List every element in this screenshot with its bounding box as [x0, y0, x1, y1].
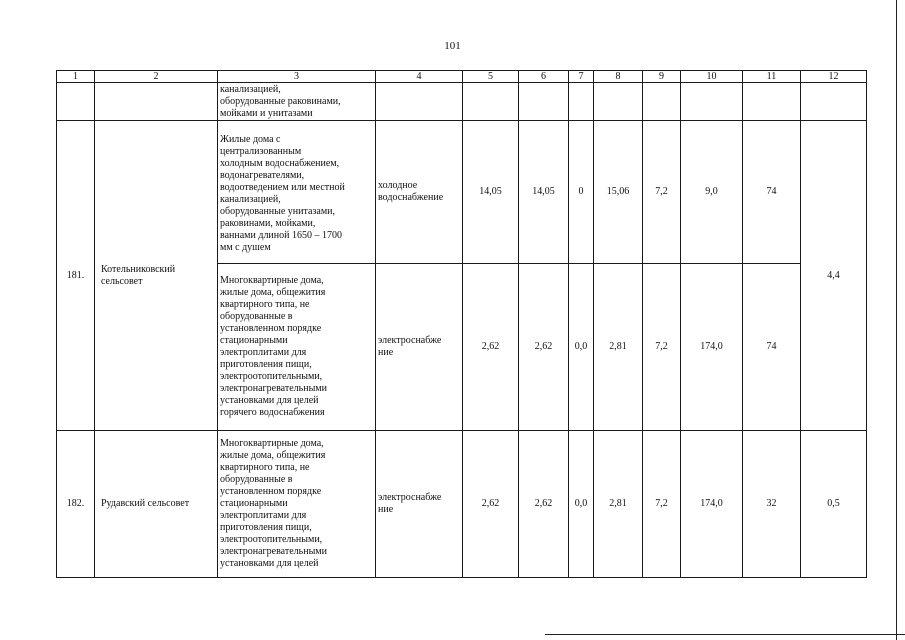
service-type — [376, 264, 463, 431]
text-line: горячего водоснабжения — [220, 407, 325, 418]
text-line: водонагревателями, — [220, 169, 305, 181]
text-line: централизованным — [220, 145, 302, 157]
tariff-table — [56, 70, 867, 578]
text-line: установками для целей — [220, 558, 319, 569]
text-line: электроснабже — [378, 335, 442, 346]
text-line: водоотведением или местной — [220, 181, 345, 193]
text-line: квартирного типа, не — [220, 462, 310, 473]
column-number: 1 — [57, 71, 95, 83]
value-cell: 2,81 — [594, 264, 643, 431]
text-line: мойками и унитазами — [220, 107, 313, 119]
text-line: установленном порядке — [220, 486, 322, 497]
table-row — [57, 83, 867, 121]
service-type: холодное водоснабжение — [376, 121, 463, 264]
value-cell: 0,5 — [801, 431, 867, 578]
value-cell: 0,0 — [569, 264, 594, 431]
value-cell: 14,05 — [519, 121, 569, 264]
value-cell: 4,4 — [801, 121, 867, 431]
value-cell: 32 — [743, 431, 801, 578]
text-line: приготовления пищи, — [220, 522, 312, 533]
table-row — [57, 431, 867, 578]
column-number: 9 — [643, 71, 681, 83]
text-line: стационарными — [220, 335, 288, 346]
value-cell: 74 — [743, 264, 801, 431]
text-line: мм с душем — [220, 241, 271, 253]
value-cell: 2,62 — [463, 264, 519, 431]
row-number: 182. — [57, 431, 95, 578]
scan-edge-bottom — [545, 634, 905, 635]
page-number: 101 — [444, 40, 461, 52]
value-cell: 0 — [569, 121, 594, 264]
text-line: холодным водоснабжением, — [220, 157, 340, 169]
text-line: стационарными — [220, 498, 288, 509]
column-number: 8 — [594, 71, 643, 83]
scan-edge-right — [896, 0, 897, 640]
text-line: электроплитами для — [220, 347, 307, 358]
value-cell: 2,62 — [519, 431, 569, 578]
text-line: электроотопительными, — [220, 534, 323, 545]
text-line: квартирного типа, не — [220, 299, 310, 310]
settlement-name: Котельниковский сельсовет — [95, 121, 218, 431]
value-cell: 15,06 — [594, 121, 643, 264]
text-line: электроснабже — [378, 492, 442, 503]
value-cell: 14,05 — [463, 121, 519, 264]
text-line: приготовления пищи, — [220, 359, 312, 370]
text-line: электронагревательными — [220, 546, 327, 557]
text-line: канализацией, — [220, 193, 281, 205]
category-description — [218, 264, 376, 431]
text-line: ваннами длиной 1650 – 1700 — [220, 229, 342, 241]
column-number: 11 — [743, 71, 801, 83]
table-row — [57, 121, 867, 264]
column-number: 4 — [376, 71, 463, 83]
value-cell: 174,0 — [681, 264, 743, 431]
text-line: Жилые дома с — [220, 133, 281, 145]
text-line: установленном порядке — [220, 323, 322, 334]
text-line: электроотопительными, — [220, 371, 323, 382]
text-line: канализацией, — [220, 83, 281, 95]
text-line: Многоквартирные дома, — [220, 275, 324, 286]
column-number: 12 — [801, 71, 867, 83]
category-description — [218, 431, 376, 578]
text-line: ние — [378, 347, 394, 358]
text-line: ние — [378, 504, 394, 515]
column-number-row — [57, 71, 867, 83]
value-cell: 9,0 — [681, 121, 743, 264]
text-line: жилые дома, общежития — [220, 287, 326, 298]
text-line: электронагревательными — [220, 383, 327, 394]
text-line: оборудованные в — [220, 311, 293, 322]
text-line: Многоквартирные дома, — [220, 438, 324, 449]
value-cell: 2,81 — [594, 431, 643, 578]
text-line: раковинами, мойками, — [220, 217, 316, 229]
value-cell: 174,0 — [681, 431, 743, 578]
column-number: 2 — [95, 71, 218, 83]
category-description — [218, 83, 376, 121]
value-cell: 2,62 — [463, 431, 519, 578]
text-line: жилые дома, общежития — [220, 450, 326, 461]
column-number: 5 — [463, 71, 519, 83]
text-line: оборудованные в — [220, 474, 293, 485]
value-cell: 7,2 — [643, 431, 681, 578]
column-number: 10 — [681, 71, 743, 83]
text-line: оборудованные унитазами, — [220, 205, 336, 217]
service-type — [376, 431, 463, 578]
value-cell: 0,0 — [569, 431, 594, 578]
value-cell: 2,62 — [519, 264, 569, 431]
text-line: установками для целей — [220, 395, 319, 406]
value-cell: 7,2 — [643, 264, 681, 431]
column-number: 7 — [569, 71, 594, 83]
category-description — [218, 121, 376, 264]
value-cell: 7,2 — [643, 121, 681, 264]
value-cell: 74 — [743, 121, 801, 264]
column-number: 3 — [218, 71, 376, 83]
settlement-name: Рудавский сельсовет — [95, 431, 218, 578]
text-line: оборудованные раковинами, — [220, 95, 341, 107]
column-number: 6 — [519, 71, 569, 83]
row-number: 181. — [57, 121, 95, 431]
text-line: электроплитами для — [220, 510, 307, 521]
